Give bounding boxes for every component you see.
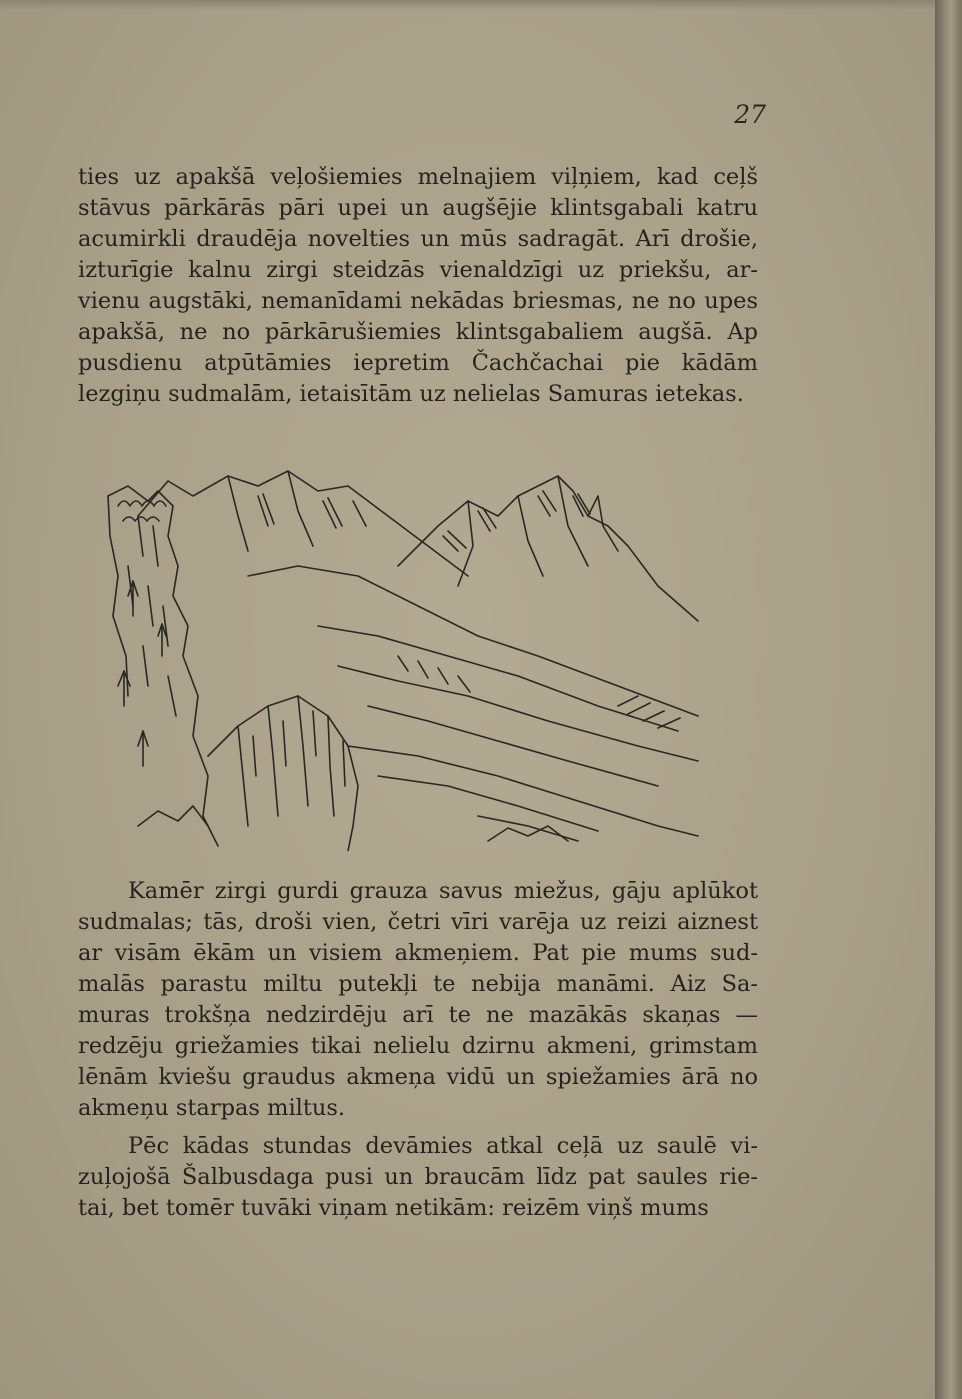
page-right-edge: [935, 0, 962, 1399]
page-number: 27: [734, 100, 766, 129]
paragraph-3: Pēc kādas stundas devāmies atkal ceļā uz saulē vi-zuļojošā Šalbusdaga pusi un braucām līdz pat saules rie-tai, bet tomēr tuvāki viņam netikām: reizēm viņš mums: [78, 1133, 758, 1221]
paragraph-2: Kamēr zirgi gurdi grauza savus miežus, gāju aplūkot sudmalas; tās, droši vien, četri vīri varēja uz reizi aiznest ar visām ēkām un visiem akmeņiem. Pat pie mums sud-malās parastu miltu putekļi te nebija manāmi. Aiz Sa-muras trokšņa nedzirdēju arī te ne mazākās skaņas — redzēju griežamies tikai nelielu dzirnu akmeni, grimstam lēnām kviešu graudus akmeņa vidū un spiežamies ārā no akmeņu starpas miltus.: [78, 878, 758, 1121]
page-top-edge: [0, 0, 962, 10]
mountain-landscape-engraving-icon: [98, 456, 703, 851]
illustration-drawing: [98, 456, 703, 851]
paragraph-1: ties uz apakšā veļošiemies melnajiem viļņiem, kad ceļš stāvus pārkārās pāri upei un augšējie klintsgabali katru acumirkli draudēja novelties un mūs sadragāt. Arī drošie, izturīgie kalnu zirgi steidzās vienaldzīgi uz priekšu, ar-vienu augstāki, nemanīdami nekādas briesmas, ne no upes apakšā, ne no pārkārušiemies klintsgabaliem augšā. Ap pusdienu atpūtāmies iepretim Čachčachai pie kādām lezgiņu sudmalām, ietaisītām uz nelielas Samuras ietekas.: [78, 164, 758, 407]
